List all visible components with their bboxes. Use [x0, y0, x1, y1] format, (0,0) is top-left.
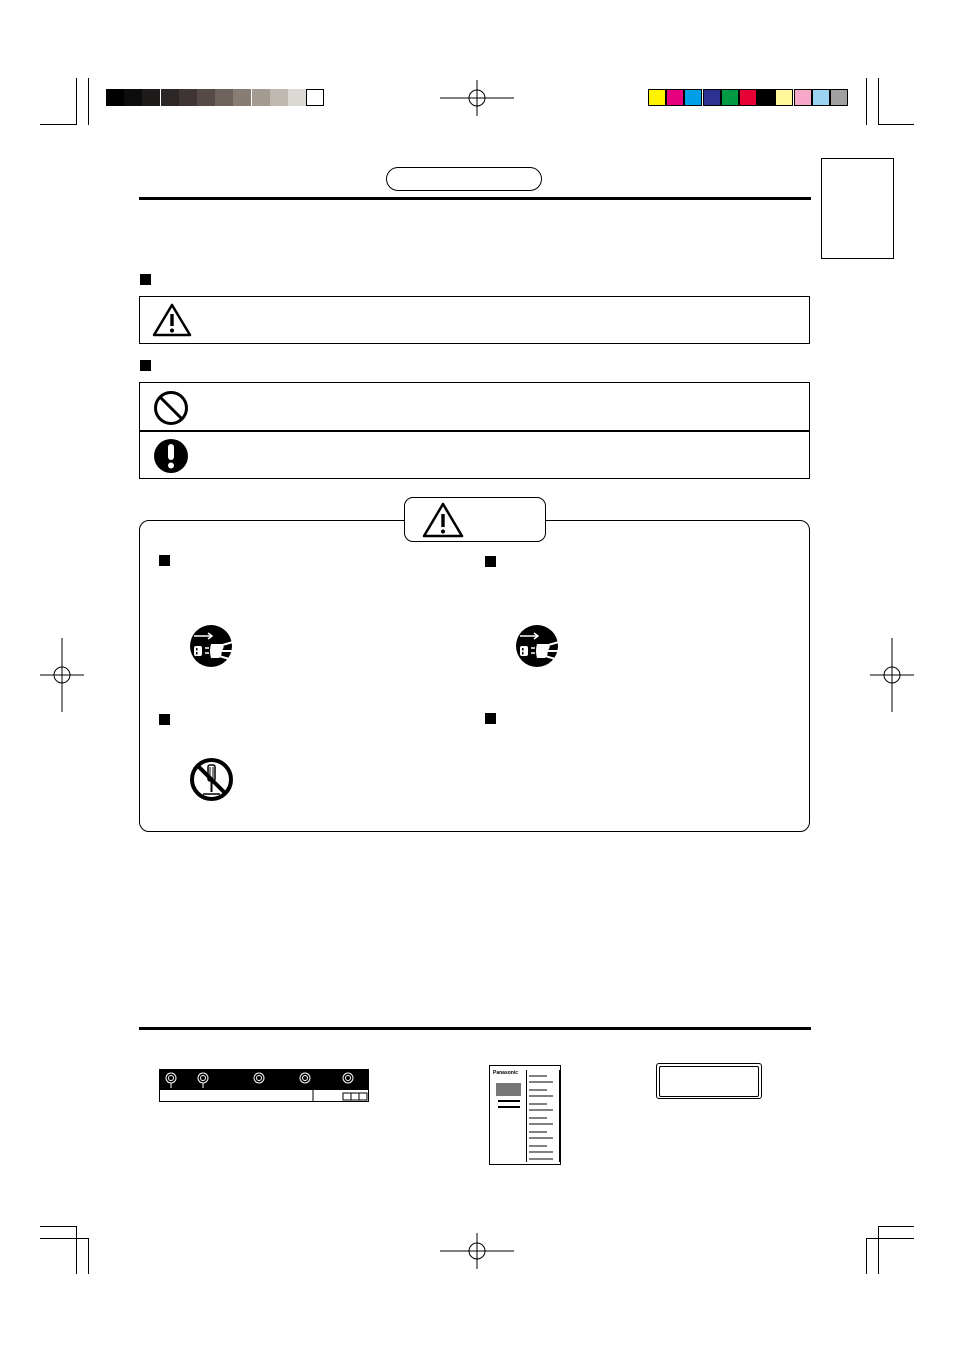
marks-table: [139, 382, 810, 479]
manual-index-column: [526, 1070, 560, 1162]
gray-swatch: [197, 89, 215, 106]
gray-swatch: [270, 89, 288, 106]
unplug-icon: [515, 624, 559, 668]
color-swatch: [775, 89, 793, 106]
caution-item-bullet: [159, 555, 170, 566]
unplug-icon: [189, 624, 233, 668]
prohibited-icon: [153, 390, 189, 426]
gray-swatch: [252, 89, 270, 106]
page-title-pill: [386, 167, 542, 191]
caution-item-bullet: [485, 556, 496, 567]
section-bullet: [140, 274, 151, 285]
accessories-rule: [139, 1027, 811, 1030]
color-swatch: [739, 89, 757, 106]
color-swatch: [703, 89, 721, 106]
color-swatch: [648, 89, 666, 106]
warning-row: [139, 296, 810, 344]
caution-item-bullet: [485, 713, 496, 724]
caution-item-bullet: [159, 714, 170, 725]
manual-cover-image: [496, 1083, 521, 1096]
gray-swatch: [215, 89, 233, 106]
gray-swatch: [142, 89, 160, 106]
manual-cover-line: [498, 1100, 520, 1102]
color-swatch: [757, 89, 775, 106]
caution-panel: [139, 520, 810, 832]
remote-buttons: [160, 1070, 368, 1101]
manual-cover-line: [498, 1106, 520, 1108]
label-plate-inner: [659, 1066, 759, 1097]
mandatory-icon: [153, 438, 189, 474]
no-disassembly-icon: [189, 757, 234, 802]
manual-brand: Panasonic: [493, 1070, 519, 1076]
side-tab: [821, 158, 894, 259]
color-swatch: [812, 89, 830, 106]
registration-target-left: [38, 636, 86, 714]
color-swatch: [830, 89, 848, 106]
manual-index-lines: [527, 1070, 559, 1162]
registration-target-bottom: [438, 1231, 516, 1271]
gray-swatch: [161, 89, 179, 106]
color-swatch: [721, 89, 739, 106]
color-swatch: [794, 89, 812, 106]
gray-swatch: [233, 89, 251, 106]
color-swatch: [666, 89, 684, 106]
color-swatch: [684, 89, 702, 106]
warning-triangle-icon: [422, 502, 464, 538]
marks-divider: [140, 430, 809, 432]
registration-target-top: [438, 78, 516, 118]
operating-manual-illustration: [489, 1065, 561, 1165]
gray-swatch: [179, 89, 197, 106]
registration-target-right: [868, 636, 916, 714]
gray-swatch: [306, 89, 324, 106]
gray-swatch: [106, 89, 124, 106]
header-rule: [139, 197, 811, 200]
gray-swatch: [124, 89, 142, 106]
warning-triangle-icon: [152, 303, 192, 337]
section-bullet: [140, 360, 151, 371]
label-plate-illustration: [656, 1063, 762, 1099]
caution-panel-header: [404, 497, 546, 542]
gray-swatch: [288, 89, 306, 106]
remote-control-illustration: [159, 1069, 369, 1102]
